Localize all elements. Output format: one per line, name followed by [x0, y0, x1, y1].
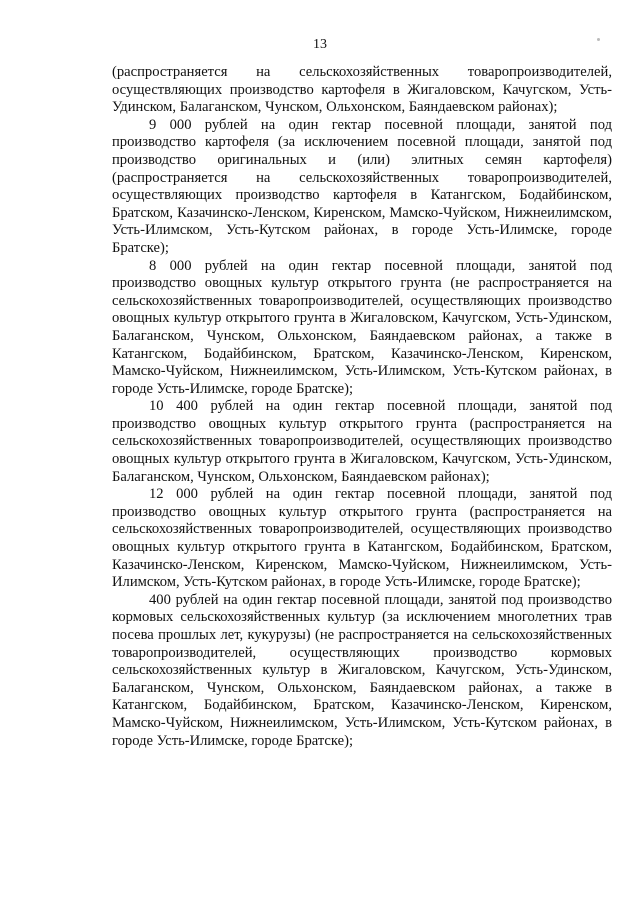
paragraph-vegetables-8000: 8 000 рублей на один гектар посевной площади, занятой под производство овощных культур открытого грунта (не распространяется на сельскохозяйственных товаропроизводителей, осуществляющих производство овощных культур открытого грунта в Жигаловском, Качугском, Усть-Удинском, Балаганском, Чунском, Ольхонском, Баяндаевском районах, а также в Катангском, Бодайбинском, Братском, Казачинско-Ленском, Киренском, Мамско-Чуйском, Нижнеилимском, Усть-Илимском, Усть-Кутском районах, в городе Усть-Илимске, городе Братске); [112, 257, 612, 397]
paragraph-fodder-400: 400 рублей на один гектар посевной площади, занятой под производство кормовых сельскохозяйственных культур (за исключением многолетних трав посева прошлых лет, кукурузы) (не распространяется на сельскохозяйственных товаропроизводителей, осуществляющих производство кормовых сельскохозяйственных культур в Жигаловском, Качугском, Усть-Удинском, Балаганском, Чунском, Ольхонском, Баяндаевском районах, а также в Катангском, Бодайбинском, Братском, Казачинско-Ленском, Киренском, Мамско-Чуйском, Нижнеилимском, Усть-Илимском, Усть-Кутском районах, в городе Усть-Илимске, городе Братске); [112, 591, 612, 749]
page-number: 13 [313, 37, 327, 52]
paragraph-potato-9000: 9 000 рублей на один гектар посевной площади, занятой под производство картофеля (за исключением посевной площади, занятой под производство оригинальных и (или) элитных семян картофеля) (распространяется на сельскохозяйственных товаропроизводителей, осуществляющих производство картофеля в Катангском, Бодайбинском, Братском, Казачинско-Ленском, Киренском, Мамско-Чуйском, Нижнеилимском, Усть-Илимском, Усть-Кутском районах, в городе Усть-Илимске, городе Братске); [112, 116, 612, 256]
paragraph-continuation: (распространяется на сельскохозяйственных товаропроизводителей, осуществляющих производство картофеля в Жигаловском, Качугском, Усть-Удинском, Балаганском, Чунском, Ольхонском, Баяндаевском районах); [112, 64, 612, 116]
paragraph-vegetables-12000: 12 000 рублей на один гектар посевной площади, занятой под производство овощных культур открытого грунта (распространяется на сельскохозяйственных товаропроизводителей, осуществляющих производство овощных культур открытого грунта в Катангском, Бодайбинском, Братском, Казачинско-Ленском, Киренском, Мамско-Чуйском, Нижнеилимском, Усть-Илимском, Усть-Кутском районах, в городе Усть-Илимске, городе Братске); [112, 486, 612, 591]
document-body [112, 64, 612, 750]
paragraph-vegetables-10400: 10 400 рублей на один гектар посевной площади, занятой под производство овощных культур открытого грунта (распространяется на сельскохозяйственных товаропроизводителей, осуществляющих производство овощных культур открытого грунта в Жигаловском, Качугском, Усть-Удинском, Балаганском, Чунском, Ольхонском, Баяндаевском районах); [112, 398, 612, 485]
scan-mark [597, 38, 600, 41]
